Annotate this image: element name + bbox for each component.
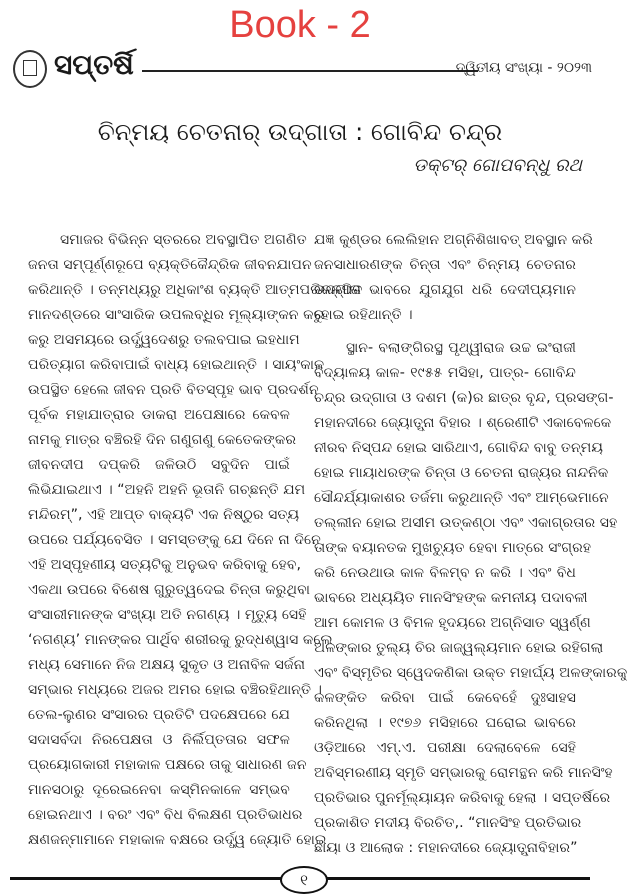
text-line: ଉପରେ ପର୍ଯ୍ୟବେସିତ । ସମସ୍ତଙ୍କୁ ଯେ ଦିନେ ନା ଦିନେ [28, 532, 321, 548]
text-line: ସମ୍ଭାର ମଧ୍ୟରେ ଅଜର ଅମର ହୋଇ ବଞ୍ଚିରହିଥାନ୍ତି । [28, 682, 322, 698]
text-line: ମନ୍ଦିରମ୍‌”, ଏହି ଆପ୍ତ ବାକ୍ୟଟି ଏକ ନିଷ୍ଠୁର ସତ୍ୟ [28, 507, 300, 523]
text-line: ସଦାସର୍ବଦା ନିରପେକ୍ଷତା ଓ ନିର୍ଲିପ୍ତତାର ସଫଳ [28, 732, 290, 748]
text-line: ସ୍ଥାନ- ବଲାଙ୍ଗିରସ୍ଥ ପୃଥ୍ୱୀରାଜ ଉଚ୍ଚ ଇଂରାଜୀ [346, 340, 576, 356]
text-line: ହୋଇ ମାୟାଧରଙ୍କ ଚିନ୍ତା ଓ ଚେତନା ରାଜ୍ୟର ନାନ୍ଦନିକ [314, 465, 609, 481]
text-line: ପ୍ରକାଶିତ ମଦୀୟ ବିରଚିତ,. “ମାନସିଂହ ପ୍ରତିଭାର [314, 815, 582, 831]
text-line: ଲିଭିଯାଇଥାଏ । “ଅହନି ଅହନି ଭୂତାନି ଗଚ୍ଛନ୍ତି ଯମ [28, 482, 306, 498]
text-line: କ୍ଷଣଜନ୍ମାମାନେ ମହାକାଳ ବକ୍ଷରେ ଉର୍ଦ୍ଧ୍ୱ ଜ୍ୟୋତି ହୋଇ [28, 832, 327, 848]
magazine-name: ସପ୍ତର୍ଷି [54, 48, 134, 81]
text-line: ପ୍ରୟୋଗକାରୀ ମହାକାଳ ପକ୍ଷରେ ତାକୁ ସାଧାରଣ ଜନ [28, 757, 307, 773]
text-line: କଳଙ୍କିତ କରିବା ପାଇଁ କେବେହେଁ ଦୁଃସାହସ [314, 690, 576, 706]
text-line: ଏହି ଅସ୍ପୃହଣୀୟ ସତ୍ୟଟିକୁ ଅନୁଭବ କରିବାକୁ ହେବ, [28, 557, 302, 573]
text-line: ଚନ୍ଦ୍ର ଉଦ୍‌ଗାତା ଓ ଦଶମ (କ)ର ଛାତ୍ର ବୃନ୍ଦ, ପ୍ରସଙ୍ଗ- [314, 390, 614, 406]
text-line: ଜନସାଧାରଣଙ୍କ ଚିନ୍ତା ଏବଂ ଚିନ୍ମୟ ଚେତନାର [314, 257, 576, 273]
text-line: ଅଳଙ୍କାର ତୁଲ୍ୟ ଚିର ଜାଜ୍ୱଲ୍ୟମାନ ହୋଇ ରହିଗଲା [314, 640, 604, 656]
footer-rule-left [10, 877, 282, 880]
paragraph [314, 336, 627, 861]
paragraph-gap [314, 328, 576, 336]
text-line: କରି ନେଉଥାଉ କାଳ ବିଳମ୍ବ ନ କରି । ଏବଂ ବିଧ [314, 565, 576, 581]
text-line: ଏକଥା ଉପରେ ବିଶେଷ ଗୁରୁତ୍ୱଦେଇ ଚିନ୍ତା କରୁଥିବା [28, 582, 311, 598]
footer-rule-right [322, 877, 590, 880]
text-line: ବିଦ୍ୟାଳୟ କାଳ- ୧୯୫୫ ମସିହା, ପାତ୍ର- ଗୋବିନ୍ଦ [314, 365, 576, 381]
text-line: ମଧ୍ୟ ସେମାନେ ନିଜ ଅକ୍ଷୟ ସୁକୃତ ଓ ଅନାବିଳ ସର୍ଜନା [28, 657, 306, 673]
text-line: ଜୀବନଦୀପ ଦପ୍‌କରି ଜଳିଉଠି ସବୁଦିନ ପାଇଁ [28, 457, 290, 473]
text-line: ନୀରବ ନିସ୍ପନ୍ଦ ହୋଇ ସାରିଥାଏ, ଗୋବିନ୍ଦ ବାବୁ ତନ୍ମୟ [314, 440, 604, 456]
page-number: ୧ [280, 866, 328, 894]
text-line: ହୋଇନଥାଏ । ବରଂ ଏବଂ ବିଧ ବିଲକ୍ଷଣ ପ୍ରତିଭାଧର [28, 807, 303, 823]
article-author: ଡକ୍ଟର୍ ଗୋପବନ୍ଧୁ ରଥ [413, 155, 582, 176]
text-line: ଆମ କୋମଳ ଓ ବିମଳ ହୃଦୟରେ ଅଗ୍ନିସାତ ସ୍ୱର୍ଣ୍ଣ [314, 615, 591, 631]
text-line: ଜନତା ସମ୍ପୂର୍ଣ୍ଣରୂପେ ବ୍ୟକ୍ତିକୈନ୍ଦ୍ରିକ ଜୀବନଯାପନ [28, 257, 312, 273]
text-line: କରିନଥିଲା । ୧୯୭୬ ମସିହାରେ ଘରୋଇ ଭାବରେ [314, 715, 576, 731]
text-line: ‘ନଗଣ୍ୟ’ ମାନଙ୍କର ପାର୍ଥିବ ଶରୀରକୁ ରୁଦ୍ଧଶ୍ୱାସ କଲେ [28, 632, 333, 648]
text-line: ମାନସଠାରୁ ଦୂରେଇନେବା କସ୍ମିନକାଳେ ସମ୍ଭବ [28, 782, 290, 798]
issue-label: ଦ୍ୱିତୀୟ ସଂଖ୍ୟା - ୨୦୨୩ [455, 60, 592, 76]
text-line: ଭାବରେ ଅଧ୍ୟୟିତ ମାନସିଂହଙ୍କ କମନୀୟ ପଦାବଳୀ [314, 590, 588, 606]
text-line: ଓଡ଼ିଆରେ ଏମ୍.ଏ. ପରୀକ୍ଷା ଦେଲାବେଳେ ସେହି [314, 740, 576, 756]
article-title: ଚିନ୍ମୟ ଚେତନାର୍ ଉଦ୍‌ଗାତା : ଗୋବିନ୍ଦ ଚନ୍ଦ୍ର [97, 118, 503, 146]
text-line: ମହାନଦୀରେ ଜ୍ୟୋତ୍ସ୍ନା ବିହାର । ଶ୍ରେଣୀଟି ଏକାବେଳକେ [314, 415, 612, 431]
text-line: ହୋଇ ରହିଥାନ୍ତି । [314, 307, 413, 323]
text-line: ନାମକୁ ମାତ୍ର ବଞ୍ଚିରହି ଦିନ ଗଣୁଗଣୁ କେତେକଙ୍କର [28, 432, 297, 448]
text-line: ପରିତ୍ୟାଗ କରିବାପାଇଁ ବାଧ୍ୟ ହୋଇଥାନ୍ତି । ସାୟଂକାଳ [28, 357, 325, 373]
book-label: Book - 2 [229, 4, 371, 46]
text-line: ଏବଂ ବିସ୍ମୃତିର ସ୍ୱେଦକଣିକା ଉକ୍ତ ମହାର୍ଘ୍ୟ ଅଳଙ୍କାରକୁ [314, 665, 627, 681]
left-column [28, 228, 363, 853]
text-line: ଯଜ୍ଞ କୁଣ୍ଡର ଲେଲିହାନ ଅଗ୍ନିଶିଖାବତ୍ ଅବସ୍ଥାନ କରି [314, 232, 593, 248]
text-line: ଉଦ୍‌ଗାତା ଭାବରେ ଯୁଗଯୁଗ ଧରି ଦେଦୀପ୍ୟମାନ [314, 282, 576, 298]
text-line: ତାଙ୍କ ବୟାନତକ ମୁଖଚ୍ୟୁତ ହେବା ମାତ୍ରେ ସଂଗ୍ରହ [314, 540, 592, 556]
text-line: ପୂର୍ବକ ମହାଯାତ୍ରାର ଡାକରା ଅପେକ୍ଷାରେ କେବଳ [28, 407, 290, 423]
text-line: ସମାଜର ବିଭିନ୍ନ ସ୍ତରରେ ଅବସ୍ଥାପିତ ଅଗଣିତ [60, 232, 307, 248]
text-line: ଛାୟା ଓ ଆଲୋକ : ମହାନଦୀରେ ଜ୍ୟୋତ୍ସ୍ନାବିହାର” [314, 840, 578, 856]
text-line: ଉପସ୍ଥିତ ହେଲେ ଜୀବନ ପ୍ରତି ବିତସ୍ପୃହ ଭାବ ପ୍ରଦର୍ଶନ [28, 382, 319, 398]
text-line: କରିଥାନ୍ତି । ତନ୍ମଧ୍ୟରୁ ଅଧିକାଂଶ ବ୍ୟକ୍ତି ଆତ୍ମପରିକଳ୍ପିତ [28, 282, 363, 298]
text-line: କରୁ ଅସମୟରେ ଉର୍ଦ୍ଧ୍ୱଦେଶରୁ ତଲବପାଇ ଇହଧାମ [28, 332, 300, 348]
text-line: ପ୍ରତିଭାର ପୁନର୍ମୂଲ୍ୟାୟନ କରିବାକୁ ହେଲା । ସପ୍ତର୍ଷିରେ [314, 790, 611, 806]
text-line: ଅବିସ୍ମରଣୀୟ ସ୍ମୃତି ସମ୍ଭାରକୁ ରୋମନ୍ଥନ କରି ମାନସିଂହ [314, 765, 613, 781]
paragraph [314, 228, 593, 328]
text-line: ମାନଦଣ୍ଡରେ ସାଂସାରିକ ଉପଲବ୍ଧିର ମୂଲ୍ୟାଙ୍କନ କରୁ [28, 307, 325, 323]
text-line: ସୌନ୍ଦର୍ଯ୍ୟାକାଶର ତର୍ଜମା କରୁଥାନ୍ତି ଏବଂ ଆମ୍ଭେମାନେ [314, 490, 609, 506]
right-column [314, 228, 627, 861]
text-line: ତେଲ-ଲୁଣର ସଂସାରର ପ୍ରତିଟି ପଦକ୍ଷେପରେ ଯେ [28, 707, 290, 723]
header-rule [142, 70, 478, 72]
text-line: ସଂସାରୀମାନଙ୍କ ସଂଖ୍ୟା ଅତି ନଗଣ୍ୟ । ମୃତ୍ୟୁ ସେହି [28, 607, 307, 623]
text-line: ତଲ୍ଲୀନ ହୋଇ ଅସୀମ ଉତ୍କଣ୍ଠା ଏବଂ ଏକାଗ୍ରତାର ସହ [314, 515, 618, 531]
university-seal-icon [13, 50, 47, 88]
